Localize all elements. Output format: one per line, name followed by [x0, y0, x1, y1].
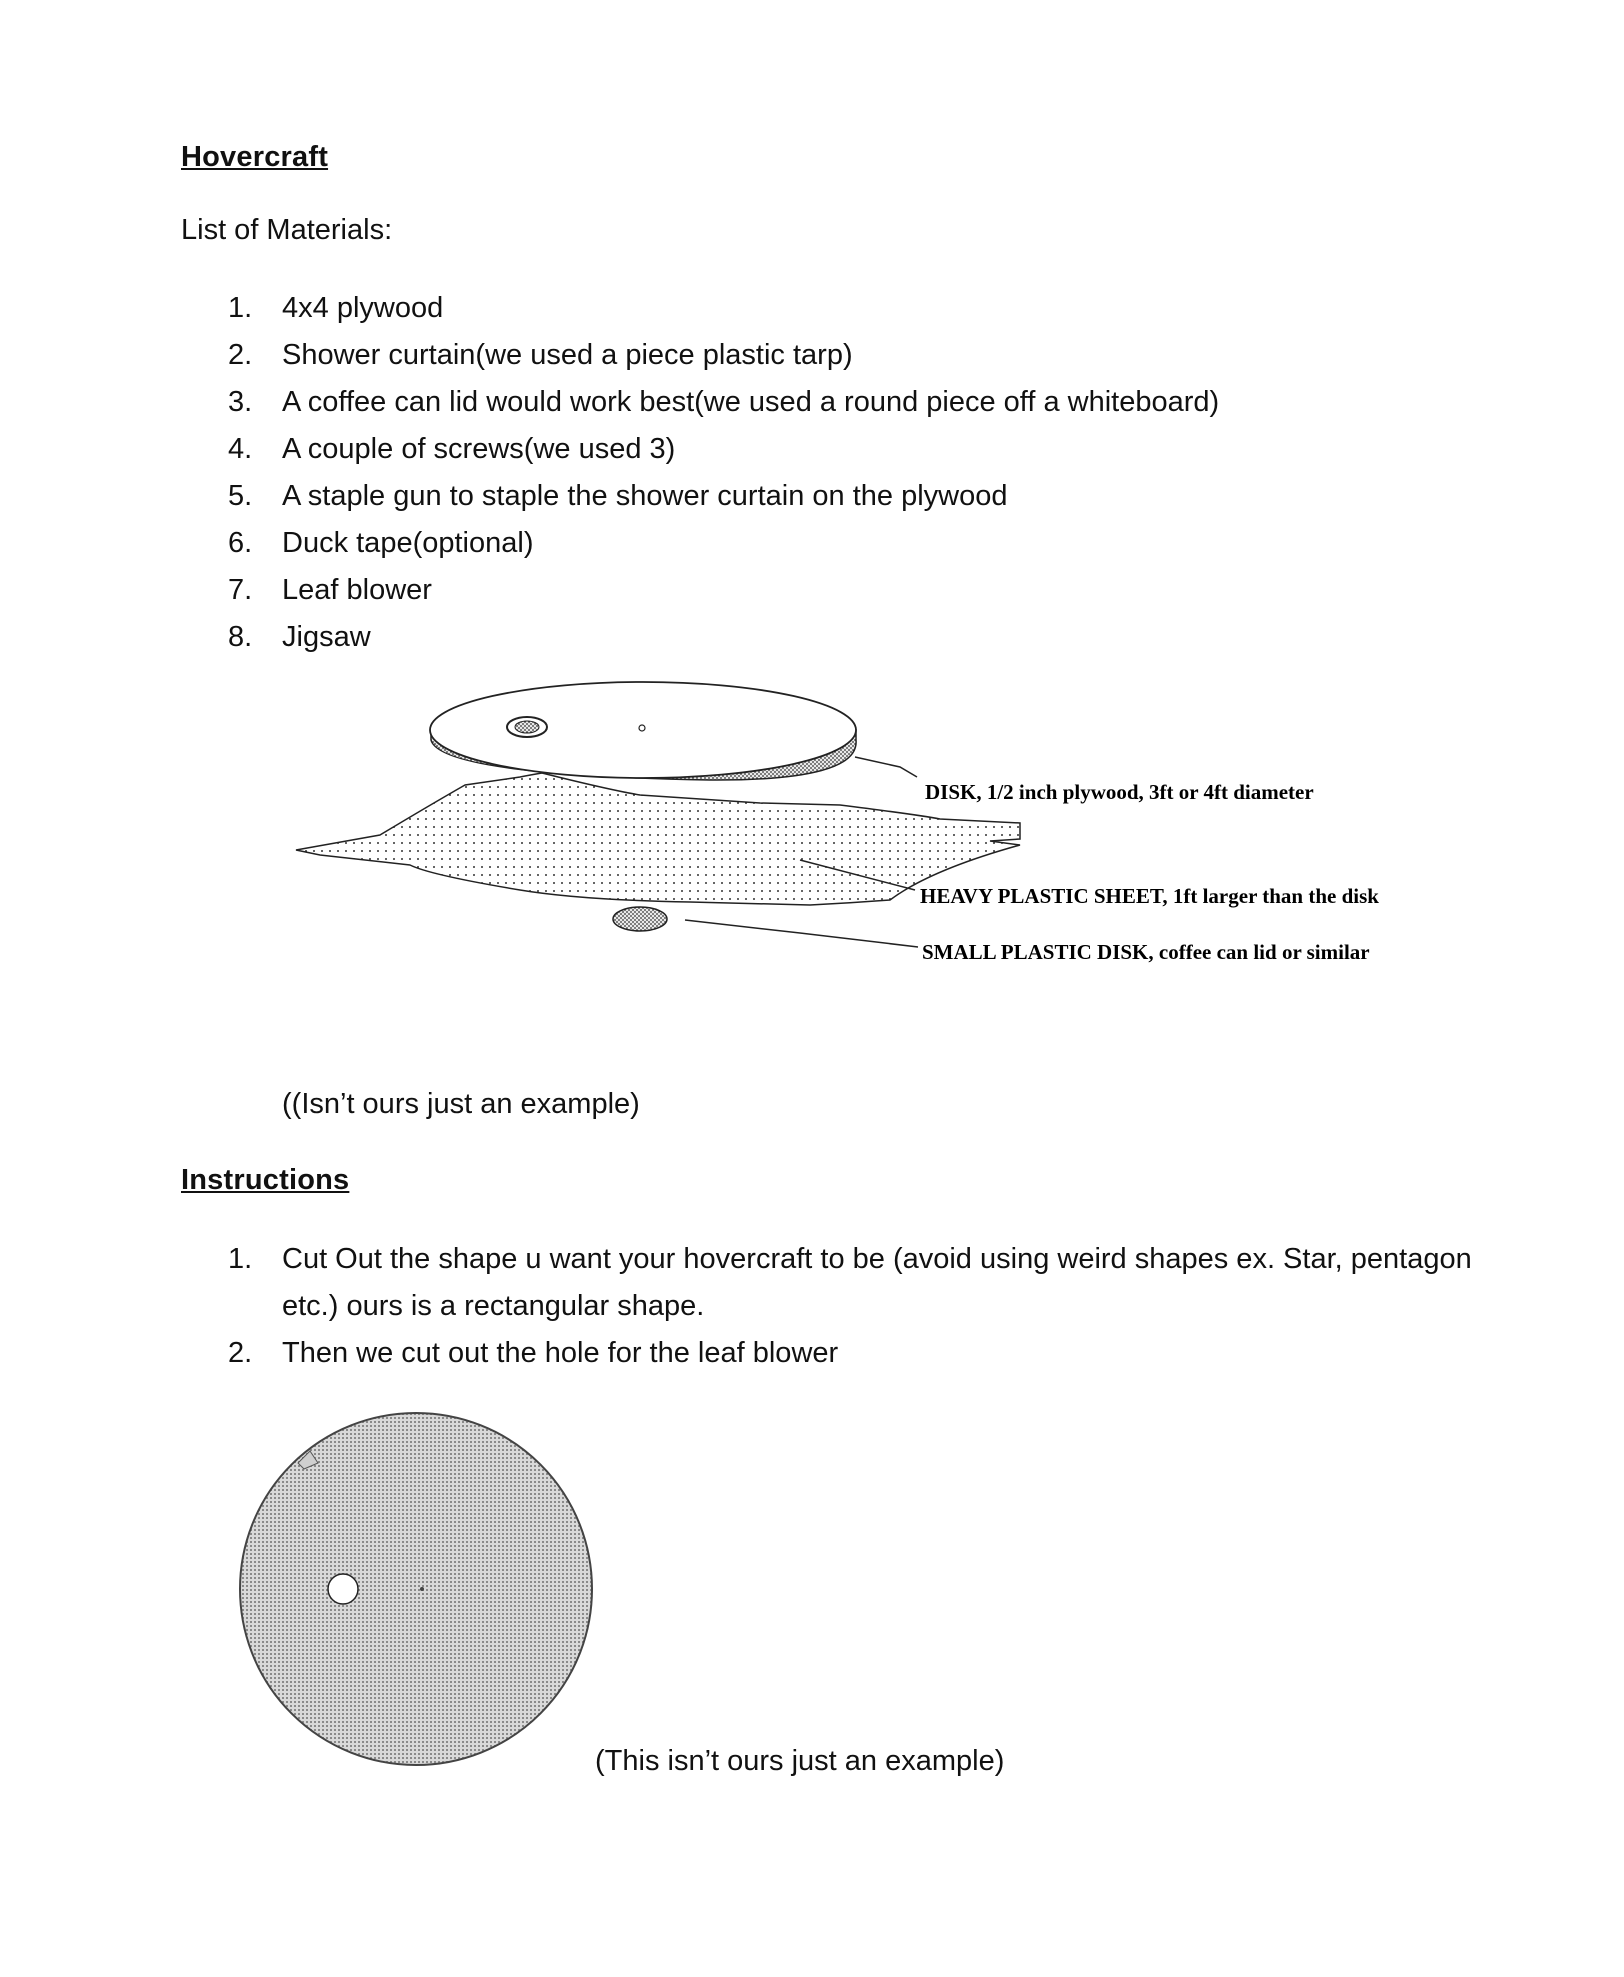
list-text: Shower curtain(we used a piece plastic tarp)	[282, 339, 853, 371]
list-text: A couple of screws(we used 3)	[282, 433, 676, 465]
list-item	[228, 1236, 1478, 1330]
leaf-blower-hole-inner	[515, 721, 539, 733]
center-screw-hole	[639, 725, 645, 731]
list-number: 1.	[228, 1243, 253, 1275]
list-text: Jigsaw	[282, 621, 371, 653]
center-mark	[420, 1587, 424, 1591]
hovercraft-exploded-diagram	[280, 665, 1480, 995]
plastic-sheet-shape	[296, 773, 1020, 905]
list-item	[228, 520, 1219, 567]
list-item	[228, 285, 1219, 332]
list-number: 7.	[228, 574, 253, 606]
list-number: 6.	[228, 527, 253, 559]
diagram2-caption: (This isn’t ours just an example)	[595, 1745, 1005, 1777]
list-item	[228, 332, 1219, 379]
plywood-disk-shape	[240, 1413, 592, 1765]
diagram1-caption: ((Isn’t ours just an example)	[282, 1088, 640, 1120]
list-text: Leaf blower	[282, 574, 432, 606]
list-text: 4x4 plywood	[282, 292, 444, 324]
list-number: 2.	[228, 339, 253, 371]
list-text: Duck tape(optional)	[282, 527, 534, 559]
list-item	[228, 426, 1219, 473]
materials-list	[228, 285, 1219, 661]
blower-hole-shape	[328, 1574, 358, 1604]
list-text: Cut Out the shape u want your hovercraft to be (avoid using weird shapes ex. Star, pentagon etc.) ours is a rectangular shape.	[282, 1243, 1472, 1322]
instructions-list	[228, 1236, 1478, 1377]
list-number: 8.	[228, 621, 253, 653]
list-item	[228, 1330, 1478, 1377]
list-item	[228, 473, 1219, 520]
list-text: Then we cut out the hole for the leaf blower	[282, 1337, 839, 1369]
cutout-circle-diagram	[230, 1405, 600, 1775]
page-title: Hovercraft	[181, 141, 329, 173]
list-text: A staple gun to staple the shower curtain on the plywood	[282, 480, 1008, 512]
list-item	[228, 567, 1219, 614]
list-number: 2.	[228, 1337, 253, 1369]
label-disk: DISK, 1/2 inch plywood, 3ft or 4ft diameter	[925, 780, 1314, 804]
list-item	[228, 614, 1219, 661]
materials-label: List of Materials:	[181, 214, 393, 246]
list-text: A coffee can lid would work best(we used a round piece off a whiteboard)	[282, 386, 1220, 418]
label-small-disk: SMALL PLASTIC DISK, coffee can lid or similar	[922, 940, 1370, 964]
list-number: 5.	[228, 480, 253, 512]
list-number: 4.	[228, 433, 253, 465]
list-number: 1.	[228, 292, 253, 324]
instructions-heading: Instructions	[181, 1164, 350, 1196]
leader-line-small-disk	[685, 920, 918, 947]
leader-line-disk	[855, 757, 917, 777]
label-sheet: HEAVY PLASTIC SHEET, 1ft larger than the disk	[920, 884, 1379, 908]
small-plastic-disk	[613, 907, 667, 931]
list-number: 3.	[228, 386, 253, 418]
list-item	[228, 379, 1219, 426]
